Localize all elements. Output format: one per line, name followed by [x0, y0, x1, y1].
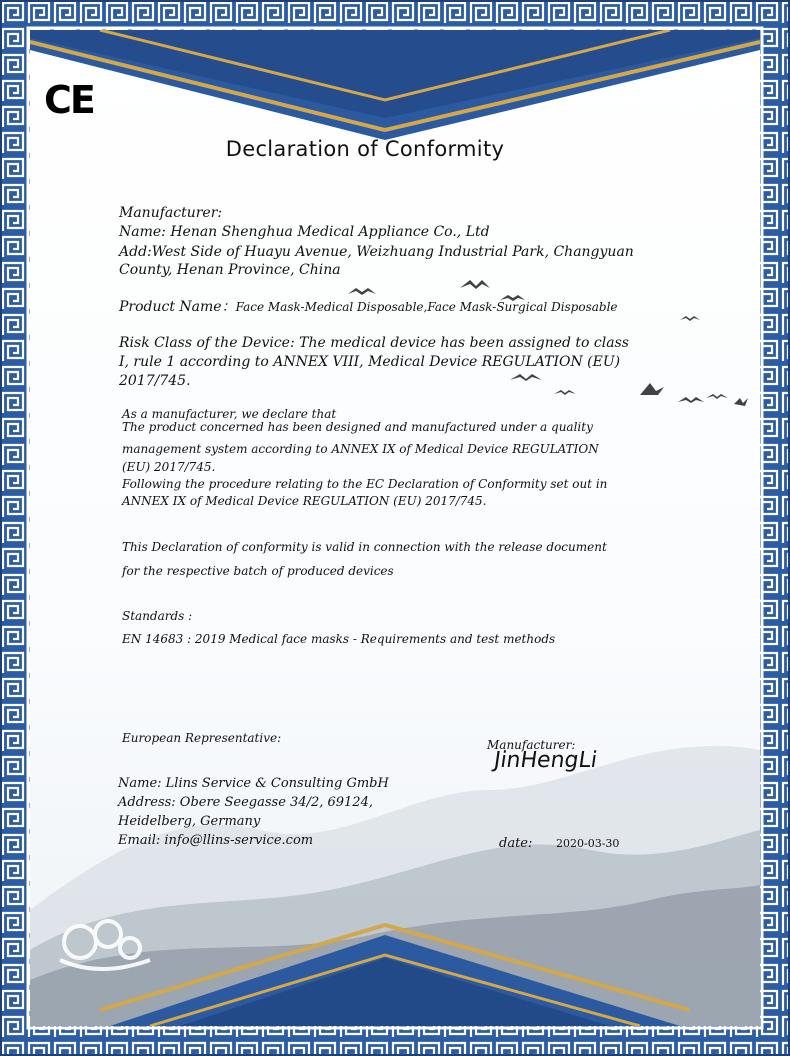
declaration-intro: As a manufacturer, we declare that	[122, 407, 337, 421]
declaration-line2: management system according to ANNEX IX of Medical Device REGULATION	[122, 442, 599, 456]
eu-rep-address2: Heidelberg, Germany	[118, 814, 261, 829]
handwritten-signature: JinHengLi	[492, 748, 599, 773]
document-title: Declaration of Conformity	[225, 137, 505, 161]
manufacturer-heading: Manufacturer:	[119, 205, 223, 221]
declaration-line1: The product concerned has been designed and manufactured under a quality	[122, 420, 593, 434]
manufacturer-name: Name: Henan Shenghua Medical Appliance Co., Ltd	[119, 224, 490, 240]
signature-manufacturer-heading: Manufacturer:	[487, 738, 576, 752]
date-value: 2020-03-30	[556, 837, 620, 850]
eu-rep-email: Email: info@llins-service.com	[118, 833, 314, 848]
manufacturer-address-line1: Add:West Side of Huayu Avenue, Weizhuang Industrial Park, Changyuan	[119, 244, 634, 260]
product-name-row	[119, 296, 618, 316]
declaration-line3: (EU) 2017/745.	[122, 460, 216, 474]
eu-rep-address1: Address: Obere Seegasse 34/2, 69124,	[118, 795, 373, 810]
ce-mark: CE	[44, 78, 94, 122]
manufacturer-address-line2: County, Henan Province, China	[119, 262, 341, 278]
declaration-line4: Following the procedure relating to the EC Declaration of Conformity set out in	[122, 477, 608, 491]
risk-class-line2: Ⅰ, rule 1 according to ANNEX VIII, Medical Device REGULATION (EU)	[119, 354, 621, 370]
date-label: date:	[499, 836, 533, 851]
product-name-value: Face Mask-Medical Disposable,Face Mask-Surgical Disposable	[235, 300, 618, 314]
declaration-line5: ANNEX IX of Medical Device REGULATION (EU) 2017/745.	[122, 494, 487, 508]
validity-line1: This Declaration of conformity is valid in connection with the release document	[122, 540, 607, 554]
risk-class-line1: Risk Class of the Device: The medical device has been assigned to class	[119, 335, 629, 351]
standards-heading: Standards :	[122, 609, 193, 623]
cloud-swirl-icon	[680, 84, 730, 116]
eu-rep-name: Name: Llins Service & Consulting GmbH	[118, 776, 389, 791]
risk-class-line3: 2017/745.	[119, 373, 191, 389]
validity-line2: for the respective batch of produced devices	[122, 564, 394, 578]
standards-item: EN 14683 : 2019 Medical face masks - Requirements and test methods	[122, 632, 556, 646]
paper	[30, 30, 760, 1026]
decorative-background	[30, 30, 760, 1026]
product-name-label: Product Name：	[119, 299, 236, 315]
eu-rep-heading: European Representative:	[122, 731, 282, 745]
